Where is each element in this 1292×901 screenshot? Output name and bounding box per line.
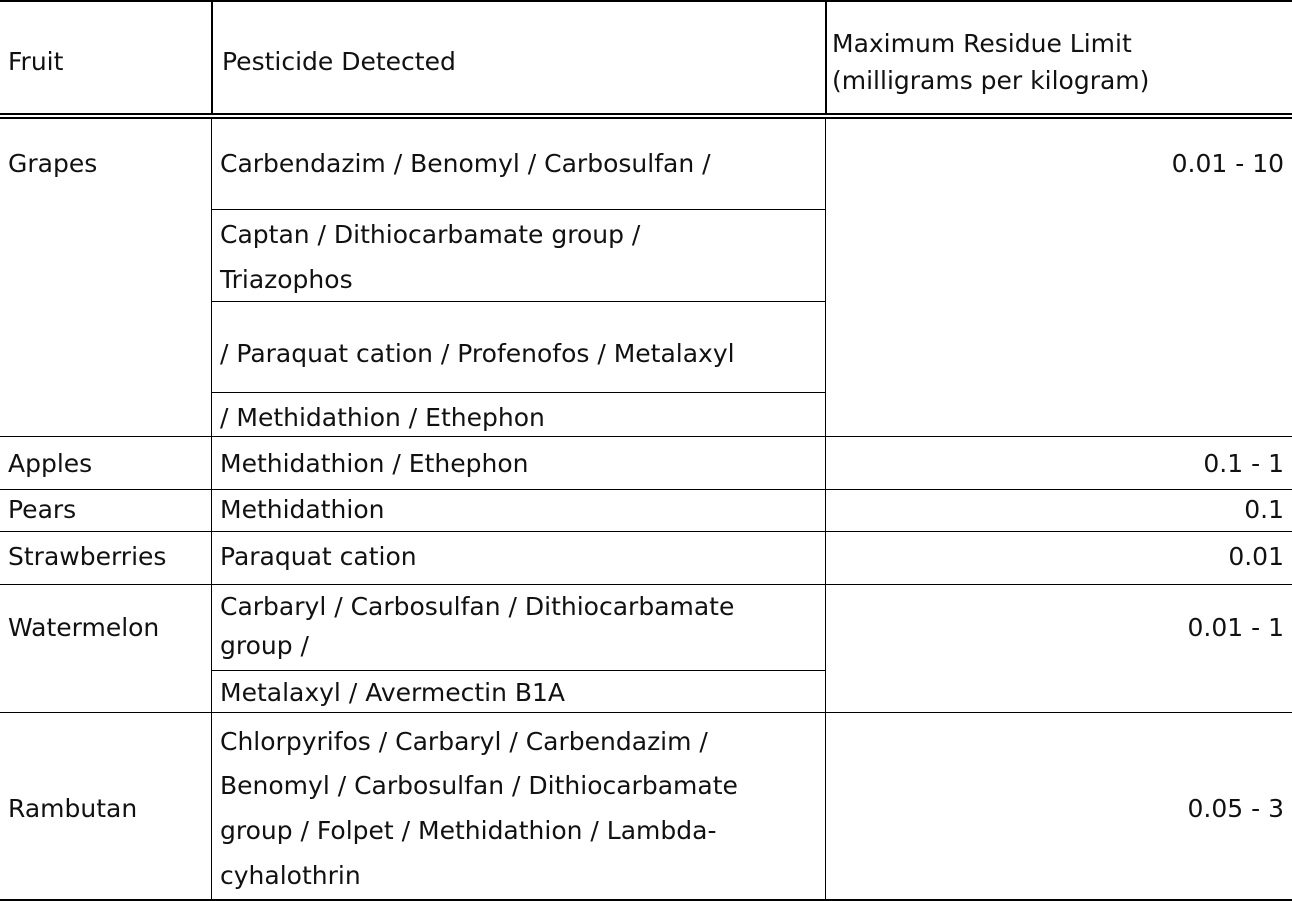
header-fruit: Fruit: [8, 47, 64, 76]
row-rule-pears: [0, 489, 1292, 490]
pesticide-cell: Metalaxyl / Avermectin B1A: [220, 678, 566, 707]
mrl-cell-rambutan: 0.05 - 3: [1187, 794, 1284, 823]
mrl-cell-pears: 0.1: [1244, 495, 1284, 524]
header-pesticide: Pesticide Detected: [222, 47, 456, 76]
pesticide-cell: group / Folpet / Methidathion / Lambda-: [220, 816, 717, 845]
fruit-cell-grapes: Grapes: [8, 149, 98, 178]
pesticide-cell: cyhalothrin: [220, 861, 361, 890]
pesticide-cell: Methidathion: [220, 495, 385, 524]
pesticide-cell: Benomyl / Carbosulfan / Dithiocarbamate: [220, 771, 738, 800]
header-mrl-line2: (milligrams per kilogram): [832, 66, 1150, 95]
mrl-cell-grapes: 0.01 - 10: [1171, 149, 1284, 178]
row-rule-apples: [0, 436, 1292, 437]
mrl-cell-apples: 0.1 - 1: [1203, 449, 1284, 478]
pesticide-cell: Captan / Dithiocarbamate group /: [220, 220, 641, 249]
grapes-sub-rule-1: [212, 209, 826, 210]
pesticide-cell: / Methidathion / Ethephon: [220, 403, 545, 432]
pesticide-cell: Carbaryl / Carbosulfan / Dithiocarbamate: [220, 592, 735, 621]
col-divider-2-header: [825, 0, 827, 114]
mrl-cell-watermelon: 0.01 - 1: [1187, 613, 1284, 642]
col-divider-1-body: [211, 118, 212, 900]
pesticide-cell: Triazophos: [220, 265, 353, 294]
row-rule-rambutan: [0, 712, 1292, 713]
grapes-sub-rule-2: [212, 301, 826, 302]
watermelon-sub-rule: [212, 670, 826, 671]
pesticide-cell: Chlorpyrifos / Carbaryl / Carbendazim /: [220, 727, 708, 756]
row-rule-strawberries: [0, 531, 1292, 532]
fruit-cell-pears: Pears: [8, 495, 77, 524]
header-bottom-rule: [0, 113, 1292, 115]
header-bottom-rule-2: [0, 117, 1292, 119]
pesticide-cell: Carbendazim / Benomyl / Carbosulfan /: [220, 149, 711, 178]
mrl-cell-strawberries: 0.01: [1228, 542, 1284, 571]
pesticide-cell: Methidathion / Ethephon: [220, 449, 529, 478]
header-mrl-line1: Maximum Residue Limit: [832, 29, 1132, 58]
top-border: [0, 0, 1292, 2]
fruit-cell-strawberries: Strawberries: [8, 542, 167, 571]
grapes-sub-rule-3: [212, 392, 826, 393]
fruit-cell-watermelon: Watermelon: [8, 613, 160, 642]
pesticide-cell: group /: [220, 631, 309, 660]
fruit-cell-apples: Apples: [8, 449, 93, 478]
col-divider-2-body: [825, 118, 826, 900]
pesticide-cell: / Paraquat cation / Profenofos / Metalaxyl: [220, 339, 735, 368]
col-divider-1-header: [211, 0, 213, 114]
fruit-cell-rambutan: Rambutan: [8, 794, 138, 823]
pesticide-cell: Paraquat cation: [220, 542, 417, 571]
row-rule-watermelon: [0, 584, 1292, 585]
